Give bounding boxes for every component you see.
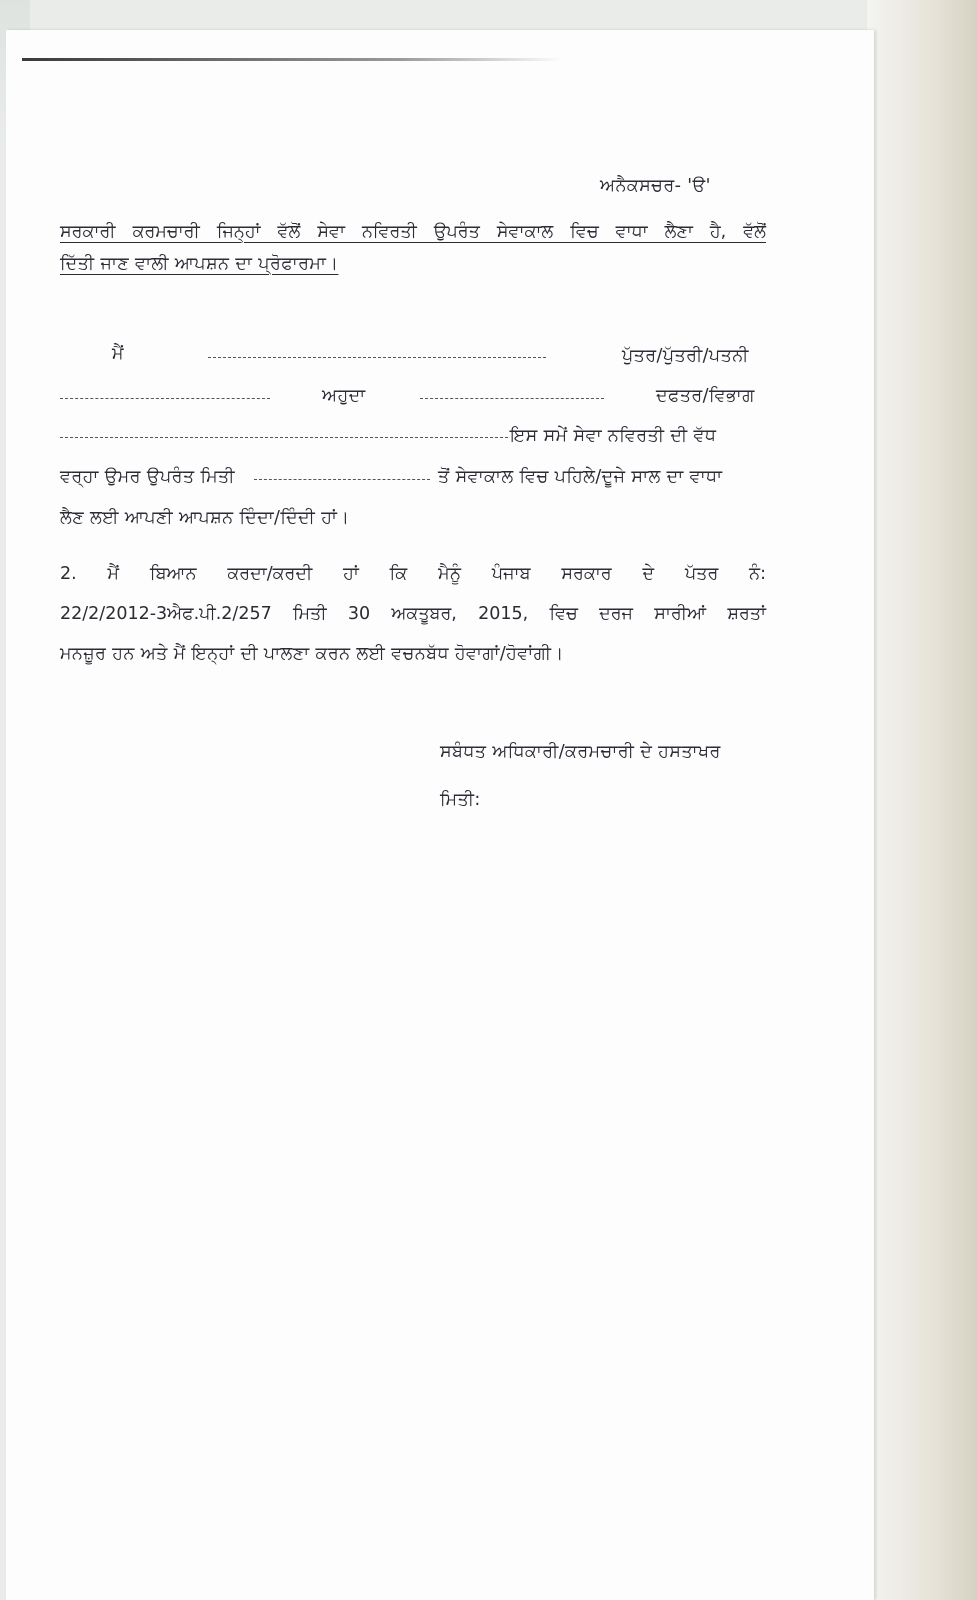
date-blank[interactable] [254, 479, 430, 480]
office-blank[interactable] [60, 437, 508, 438]
designation-blank[interactable] [420, 398, 604, 399]
para2-line2: 22/2/2012-3ਐਫ.ਪੀ.2/257 ਮਿਤੀ 30 ਅਕਤੂਬਰ, 2015, ਵਿਚ ਦਰਜ ਸਾਰੀਆਂ ਸ਼ਰਤਾਂ [60, 604, 766, 624]
para1-line4-start: ਵਰ੍ਹਾ ਉਮਰ ਉਪਰੰਤ ਮਿਤੀ [60, 467, 235, 487]
para2-line1: 2. ਮੈਂ ਬਿਆਨ ਕਰਦਾ/ਕਰਦੀ ਹਾਂ ਕਿ ਮੈਨੂੰ ਪੰਜਾਬ ਸਰਕਾਰ ਦੇ ਪੱਤਰ ਨੰ: [60, 564, 766, 584]
annexure-label: ਅਨੈਕਸਚਰ- 'ੳ' [600, 176, 711, 196]
heading-line-2: ਦਿੱਤੀ ਜਾਣ ਵਾਲੀ ਆਪਸ਼ਨ ਦਾ ਪ੍ਰੋਫਾਰਮਾ। [60, 254, 339, 274]
signature-label: ਸਬੰਧਤ ਅਧਿਕਾਰੀ/ਕਰਮਚਾਰੀ ਦੇ ਹਸਤਾਖਰ [440, 742, 721, 762]
para2-line3: ਮਨਜ਼ੂਰ ਹਨ ਅਤੇ ਮੈਂ ਇਨ੍ਹਾਂ ਦੀ ਪਾਲਣਾ ਕਰਨ ਲਈ ਵਚਨਬੱਧ ਹੋਵਾਗਾਂ/ਹੋਵਾਂਗੀ। [60, 644, 564, 664]
para1-line3-end: ਇਸ ਸਮੇਂ ਸੇਵਾ ਨਵਿਰਤੀ ਦੀ ਵੱਧ [510, 426, 717, 446]
para1-designation: ਅਹੁਦਾ [322, 386, 366, 406]
para1-office: ਦਫਤਰ/ਵਿਭਾਗ [656, 386, 755, 406]
para1-relation: ਪੁੱਤਰ/ਪੁੱਤਰੀ/ਪਤਨੀ [622, 346, 749, 366]
parent-name-blank[interactable] [60, 398, 270, 399]
para1-line5: ਲੈਣ ਲਈ ਆਪਣੀ ਆਪਸ਼ਨ ਦਿੰਦਾ/ਦਿੰਦੀ ਹਾਂ। [60, 508, 350, 528]
signature-date-label: ਮਿਤੀ: [440, 790, 481, 810]
para1-mai: ਮੈਂ [112, 344, 124, 364]
heading-line-1: ਸਰਕਾਰੀ ਕਰਮਚਾਰੀ ਜਿਨ੍ਹਾਂ ਵੱਲੋਂ ਸੇਵਾ ਨਵਿਰਤੀ ਉਪਰੰਤ ਸੇਵਾਕਾਲ ਵਿਚ ਵਾਧਾ ਲੈਣਾ ਹੈ, ਵੱਲੋਂ [60, 222, 766, 242]
para1-line4-end: ਤੋਂ ਸੇਵਾਕਾਲ ਵਿਚ ਪਹਿਲੇ/ਦੂਜੇ ਸਾਲ ਦਾ ਵਾਧਾ [438, 467, 723, 487]
name-blank[interactable] [208, 357, 546, 358]
